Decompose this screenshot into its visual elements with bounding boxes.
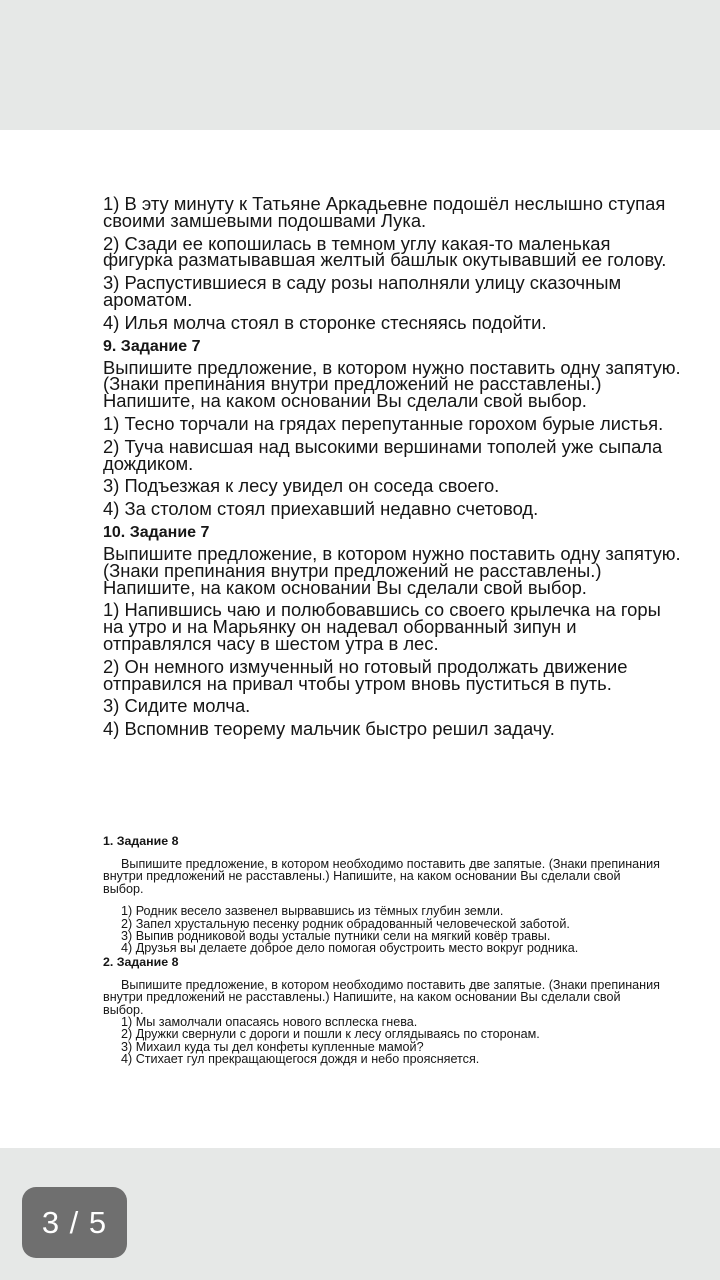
page-indicator-label: 3 / 5 — [41, 1204, 108, 1240]
document-text-small — [103, 834, 663, 1066]
list-item: 3) Сидите молча. — [103, 695, 251, 717]
list-item: 2) Дружки свернули с дороги и пошли к лесу оглядываясь по сторонам. — [121, 1027, 540, 1042]
list-item: 2) Сзади ее копошилась в темном углу какая-то маленькая фигурка разматывавшая желтый башлык окутывавший ее голову. — [103, 232, 667, 271]
list-item: 1) В эту минуту к Татьяне Аркадьевне подошёл неслышно ступая своими замшевыми подошвами Лука. — [103, 193, 666, 231]
list-item: 2) Туча нависшая над высокими вершинами тополей уже сыпала дождиком. — [103, 435, 663, 474]
list-item: 2) Он немного измученный но готовый продолжать движение отправился на привал чтобы утром вновь пуститься в путь. — [103, 655, 628, 694]
list-item: 3) Распустившиеся в саду розы наполняли улицу сказочным ароматом. — [103, 272, 622, 310]
page-indicator[interactable] — [22, 1187, 127, 1258]
list-item: 4) Стихает гул прекращающегося дождя и небо проясняется. — [121, 1052, 480, 1067]
list-item: 3) Подъезжая к лесу увидел он соседа своего. — [103, 475, 500, 497]
document-text — [103, 193, 683, 744]
list-item: 4) За столом стоял приехавший недавно счетовод. — [103, 498, 539, 520]
task-instruction: Выпишите предложение, в котором нужно поставить одну запятую. (Знаки препинания внутри предложений не расставлены.) Напишите, на каком основании Вы сделали свой выбор. — [103, 356, 681, 412]
list-item: 3) Выпив родниковой воды усталые путники сели на мягкий ковёр травы. — [121, 929, 551, 944]
task-heading: 2. Задание 8 — [103, 954, 179, 969]
task-heading: 9. Задание 7 — [103, 337, 201, 355]
list-item: 1) Тесно торчали на грядах перепутанные горохом бурые листья. — [103, 412, 664, 434]
list-item: 2) Запел хрустальную песенку родник обрадованный человеческой заботой. — [121, 916, 570, 931]
document-page — [0, 130, 720, 1148]
task-heading: 10. Задание 7 — [103, 523, 210, 541]
list-item: 4) Илья молча стоял в сторонке стесняясь подойти. — [103, 311, 547, 333]
task-heading: 1. Задание 8 — [103, 834, 179, 848]
list-item: 1) Родник весело зазвенел вырвавшись из тёмных глубин земли. — [121, 904, 504, 919]
task-instruction: Выпишите предложение, в котором необходимо поставить две запятые. (Знаки препинания внутри предложений не расставлены.) Напишите, на каком основании Вы сделали свой выбор. — [103, 857, 660, 896]
list-item: 4) Вспомнив теорему мальчик быстро решил задачу. — [103, 718, 555, 740]
list-item: 1) Мы замолчали опасаясь нового всплеска гнева. — [121, 1015, 418, 1030]
task-instruction: Выпишите предложение, в котором необходимо поставить две запятые. (Знаки препинания внутри предложений не расставлены.) Напишите, на каком основании Вы сделали свой выбор. — [103, 977, 660, 1017]
task-instruction: Выпишите предложение, в котором нужно поставить одну запятую. (Знаки препинания внутри предложений не расставлены.) Напишите, на каком основании Вы сделали свой выбор. — [103, 542, 681, 598]
list-item: 3) Михаил куда ты дел конфеты купленные мамой? — [121, 1039, 424, 1054]
list-item: 1) Напившись чаю и полюбовавшись со своего крылечка на горы на утро и на Марьянку он надевал оборванный зипун и отправлялся часу в шестом утра в лес. — [103, 599, 661, 654]
list-item: 4) Друзья вы делаете доброе дело помогая обустроить место вокруг родника. — [121, 941, 579, 956]
